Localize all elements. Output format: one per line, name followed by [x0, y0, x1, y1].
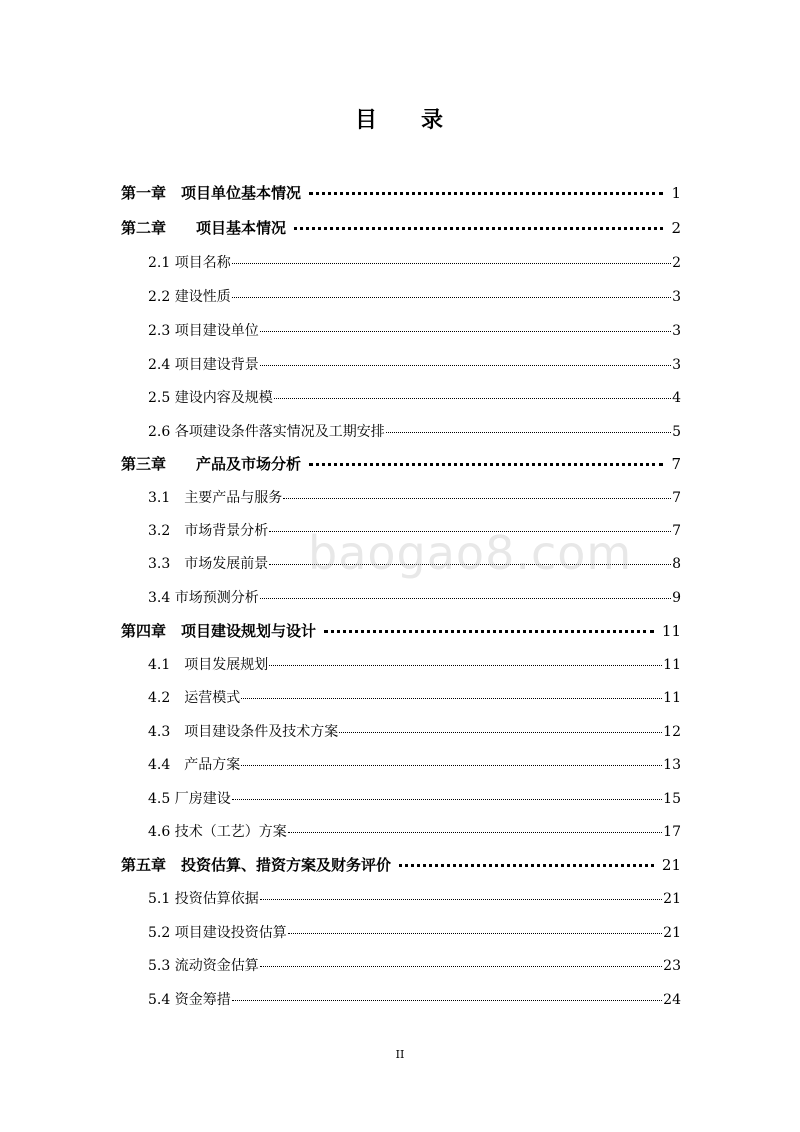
toc-entry-label: 4.2 运营模式: [148, 690, 241, 706]
toc-leader: [294, 221, 663, 230]
toc-leader: [324, 624, 654, 633]
toc-entry-page: 8: [672, 556, 681, 572]
toc-entry[interactable]: [148, 687, 681, 709]
toc-leader: [283, 490, 671, 499]
toc-entry-page: 7: [672, 490, 681, 506]
toc-entry[interactable]: [148, 387, 681, 409]
toc-entry-page: 4: [672, 390, 681, 406]
toc-entry-page: 23: [663, 958, 681, 974]
toc-entry-page: 11: [661, 622, 681, 640]
toc-entry-label: 4.5 厂房建设: [148, 791, 231, 807]
toc-leader: [269, 657, 662, 666]
toc-entry-label: 4.6 技术（工艺）方案: [148, 824, 287, 840]
watermark-text: baogao8.com: [308, 526, 633, 580]
toc-entry[interactable]: [148, 754, 681, 776]
toc-entry-label: 2.3 项目建设单位: [148, 323, 259, 339]
toc-entry[interactable]: [148, 788, 681, 810]
toc-entry-label: 3.4 市场预测分析: [148, 590, 259, 606]
toc-leader: [232, 255, 671, 264]
toc-leader: [260, 958, 662, 967]
toc-entry-page: 3: [672, 357, 681, 373]
toc-leader: [339, 724, 662, 733]
toc-entry[interactable]: [148, 721, 681, 743]
toc-leader: [269, 556, 671, 565]
toc-entry-label: 4.4 产品方案: [148, 757, 241, 773]
toc-entry-label: 3.3 市场发展前景: [148, 556, 269, 572]
toc-entry-label: 3.1 主要产品与服务: [148, 490, 283, 506]
toc-entry[interactable]: [148, 487, 681, 509]
toc-entry[interactable]: [148, 587, 681, 609]
toc-entry[interactable]: [148, 553, 681, 575]
toc-leader: [232, 992, 662, 1001]
toc-entry-label: 2.5 建设内容及规模: [148, 390, 273, 406]
toc-leader: [241, 690, 662, 699]
toc-entry-label: 第五章 投资估算、措资方案及财务评价: [121, 856, 392, 874]
toc-entry-label: 2.2 建设性质: [148, 289, 231, 305]
toc-leader: [232, 791, 662, 800]
toc-entry-page: 2: [672, 255, 681, 271]
toc-entry[interactable]: [148, 955, 681, 977]
toc-entry-label: 2.6 各项建设条件落实情况及工期安排: [148, 424, 385, 440]
toc-entry[interactable]: [148, 286, 681, 308]
toc-leader: [309, 186, 663, 195]
toc-leader: [386, 424, 671, 433]
toc-leader: [260, 891, 662, 900]
toc-entry-page: 24: [663, 992, 681, 1008]
toc-entry-label: 第四章 项目建设规划与设计: [121, 622, 317, 640]
toc-entry-page: 5: [672, 424, 681, 440]
toc-entry[interactable]: [121, 217, 681, 239]
toc-title-char-2: 录: [421, 107, 446, 133]
page-number: II: [395, 1048, 405, 1061]
toc-entry-page: 15: [663, 791, 681, 807]
toc-entry-label: 5.2 项目建设投资估算: [148, 925, 287, 941]
toc-entry-page: 21: [663, 925, 681, 941]
toc-entry-label: 第一章 项目单位基本情况: [121, 184, 302, 202]
toc-entry-page: 13: [663, 757, 681, 773]
toc-entry[interactable]: [148, 252, 681, 274]
toc-entry[interactable]: [148, 922, 681, 944]
toc-entry-page: 1: [671, 184, 681, 202]
toc-title: [0, 103, 800, 134]
toc-entry[interactable]: [148, 354, 681, 376]
toc-entry-page: 12: [663, 724, 681, 740]
toc-entry-label: 5.4 资金筹措: [148, 992, 231, 1008]
toc-leader: [288, 824, 662, 833]
toc-entry-page: 3: [672, 323, 681, 339]
toc-entry-label: 4.3 项目建设条件及技术方案: [148, 724, 339, 740]
toc-entry-page: 21: [661, 856, 681, 874]
toc-entry[interactable]: [121, 182, 681, 204]
toc-leader: [232, 289, 671, 298]
toc-entry-page: 11: [663, 657, 681, 673]
toc-entry-label: 4.1 项目发展规划: [148, 657, 269, 673]
toc-leader: [309, 457, 663, 466]
toc-entry[interactable]: [121, 854, 681, 876]
toc-leader: [241, 757, 662, 766]
toc-leader: [399, 858, 654, 867]
toc-leader: [260, 590, 671, 599]
toc-entry-label: 2.4 项目建设背景: [148, 357, 259, 373]
toc-entry-label: 5.3 流动资金估算: [148, 958, 259, 974]
toc-leader: [269, 523, 671, 532]
toc-entry[interactable]: [148, 888, 681, 910]
toc-leader: [260, 323, 671, 332]
toc-leader: [260, 357, 671, 366]
toc-title-char-1: 目: [354, 107, 379, 133]
toc-entry[interactable]: [121, 453, 681, 475]
toc-entry-page: 7: [671, 455, 681, 473]
toc-entry[interactable]: [148, 421, 681, 443]
toc-entry-label: 5.1 投资估算依据: [148, 891, 259, 907]
toc-entry-label: 第三章 产品及市场分析: [121, 455, 302, 473]
toc-entry-page: 11: [663, 690, 681, 706]
toc-entry-label: 2.1 项目名称: [148, 255, 231, 271]
toc-entry[interactable]: [148, 520, 681, 542]
toc-entry[interactable]: [121, 620, 681, 642]
toc-entry[interactable]: [148, 654, 681, 676]
toc-entry-label: 3.2 市场背景分析: [148, 523, 269, 539]
toc-entry-label: 第二章 项目基本情况: [121, 219, 287, 237]
toc-entry-page: 7: [672, 523, 681, 539]
toc-leader: [288, 925, 662, 934]
toc-entry[interactable]: [148, 320, 681, 342]
toc-entry-page: 3: [672, 289, 681, 305]
toc-entry-page: 17: [663, 824, 681, 840]
toc-entry-page: 2: [671, 219, 681, 237]
toc-entry-page: 21: [663, 891, 681, 907]
toc-entry[interactable]: [148, 821, 681, 843]
toc-leader: [274, 390, 671, 399]
toc-entry-page: 9: [672, 590, 681, 606]
toc-entry[interactable]: [148, 989, 681, 1011]
